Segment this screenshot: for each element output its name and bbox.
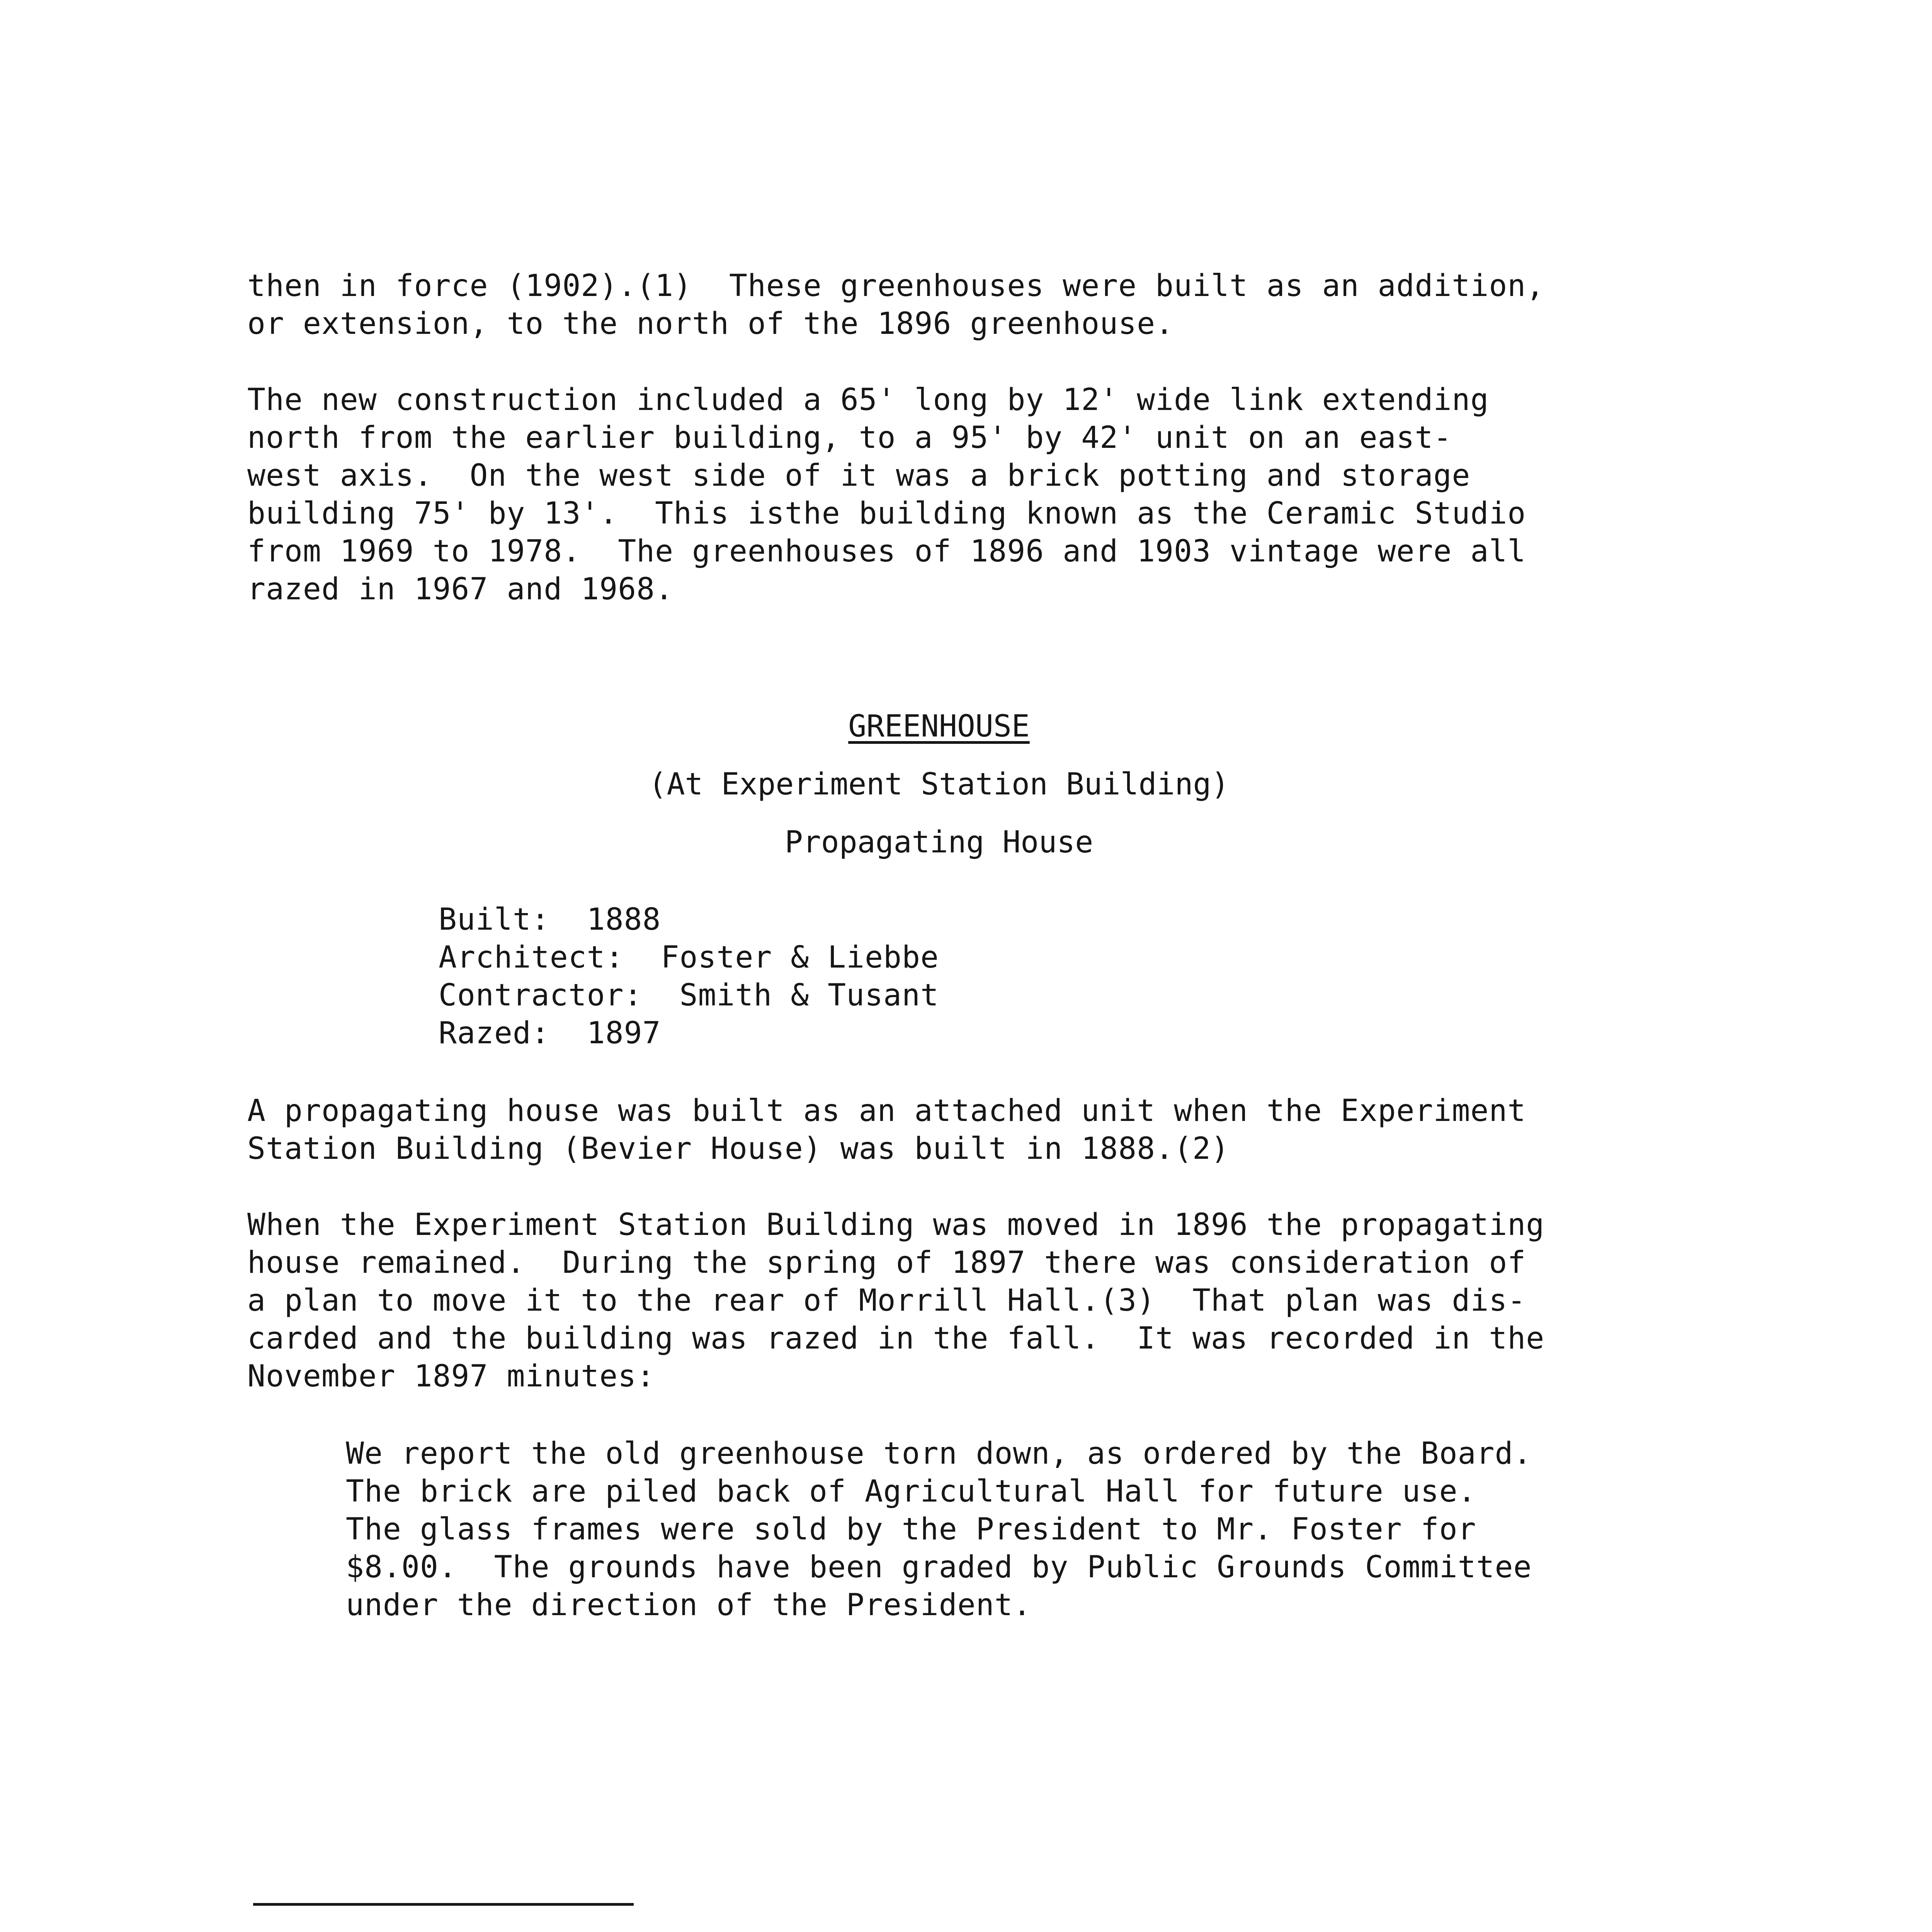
- paragraph-2-line-5: from 1969 to 1978. The greenhouses of 1896 and 1903 vintage were all: [247, 534, 1526, 569]
- quote-line-4: $8.00. The grounds have been graded by Public Grounds Committee: [346, 1550, 1532, 1585]
- footnote-divider: [253, 1903, 634, 1906]
- quote-line-2: The brick are piled back of Agricultural Hall for future use.: [346, 1474, 1476, 1509]
- paragraph-2-line-6: razed in 1967 and 1968.: [247, 572, 674, 607]
- paragraph-4-line-5: November 1897 minutes:: [247, 1359, 655, 1394]
- paragraph-2-line-1: The new construction included a 65' long by 12' wide link extending: [247, 383, 1489, 417]
- fact-razed: Razed: 1897: [439, 1016, 661, 1051]
- paragraph-4-line-4: carded and the building was razed in the fall. It was recorded in the: [247, 1321, 1545, 1356]
- paragraph-1-line-1: then in force (1902).(1) These greenhouses were built as an addition,: [247, 269, 1545, 303]
- quote-line-1: We report the old greenhouse torn down, as ordered by the Board.: [346, 1436, 1532, 1471]
- section-subtitle: (At Experiment Station Building): [648, 767, 1230, 802]
- paragraph-2-line-3: west axis. On the west side of it was a brick potting and storage: [247, 458, 1471, 493]
- fact-built: Built: 1888: [439, 902, 661, 937]
- paragraph-2-line-4: building 75' by 13'. This isthe building known as the Ceramic Studio: [247, 496, 1526, 531]
- paragraph-3-line-2: Station Building (Bevier House) was built in 1888.(2): [247, 1131, 1230, 1166]
- section-title: GREENHOUSE: [848, 709, 1030, 744]
- paragraph-2-line-2: north from the earlier building, to a 95' by 42' unit on an east-: [247, 420, 1452, 455]
- paragraph-4-line-2: house remained. During the spring of 1897 there was consideration of: [247, 1245, 1526, 1280]
- fact-architect: Architect: Foster & Liebbe: [439, 940, 939, 975]
- paragraph-4-line-1: When the Experiment Station Building was moved in 1896 the propagating: [247, 1208, 1545, 1242]
- section-subheading: Propagating House: [784, 825, 1094, 860]
- paragraph-4-line-3: a plan to move it to the rear of Morrill Hall.(3) That plan was dis-: [247, 1283, 1526, 1318]
- quote-line-3: The glass frames were sold by the President to Mr. Foster for: [346, 1512, 1476, 1547]
- quote-line-5: under the direction of the President.: [346, 1588, 1032, 1622]
- paragraph-3-line-1: A propagating house was built as an attached unit when the Experiment: [247, 1094, 1526, 1128]
- paragraph-1-line-2: or extension, to the north of the 1896 greenhouse.: [247, 306, 1174, 341]
- fact-contractor: Contractor: Smith & Tusant: [439, 978, 939, 1013]
